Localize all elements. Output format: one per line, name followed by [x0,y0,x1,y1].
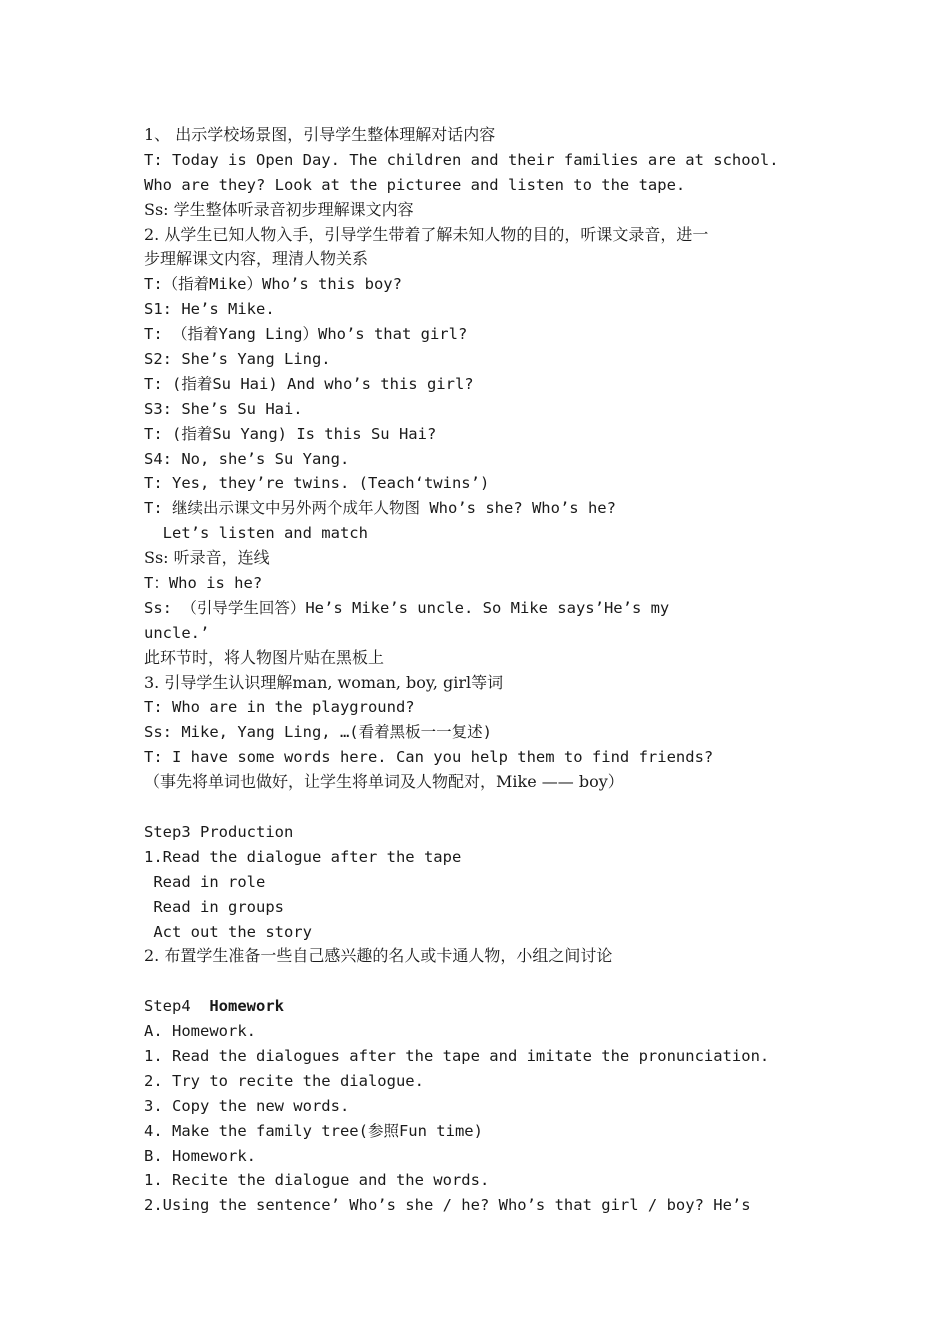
text-line: Who are they? Look at the picturee and listen to the tape. [144,175,686,194]
text-line: T: Yes, they’re twins. (Teach‘twins’) [144,474,490,493]
text-line: 此环节时，将人物图片贴在黑板上 [144,647,385,667]
text-line: 2. 从学生已知人物入手，引导学生带着了解未知人物的目的，听课文录音，进一 [144,224,709,244]
text-line: 1. Read the dialogues after the tape and imitate the pronunciation. [144,1046,770,1065]
text-line: 2. Try to recite the dialogue. [144,1071,424,1090]
text-line: T: Today is Open Day. The children and their families are at school. [144,150,779,169]
text-line: T: Who are in the playground? [144,698,415,717]
text-line: T: (指着Su Yang) Is this Su Hai? [144,424,437,443]
text-line: A. Homework. [144,1022,256,1041]
text-line: 3. 引导学生认识理解man, woman, boy, girl等词 [144,672,504,692]
text-line: S3: She’s Su Hai. [144,399,303,418]
text-line: 3. Copy the new words. [144,1096,350,1115]
text-line: 2.Using the sentence’ Who’s she / he? Who’s that girl / boy? He’s [144,1196,751,1215]
text-line: S1: He’s Mike. [144,300,275,319]
section-heading-step3: Step3 Production [144,822,294,841]
step4-label: Step4 [144,997,210,1016]
text-line: T: 继续出示课文中另外两个成年人物图 Who’s she? Who’s he? [144,499,616,518]
text-line: 1.Read the dialogue after the tape [144,847,462,866]
text-line: Ss: 听录音，连线 [144,548,270,568]
text-line: Read in role [144,872,266,891]
text-line: 1、 出示学校场景图，引导学生整体理解对话内容 [144,125,496,144]
blank-line [144,969,812,994]
text-line: 4. Make the family tree(参照Fun time) [144,1121,483,1140]
text-line: 2. 布置学生准备一些自己感兴趣的名人或卡通人物，小组之间讨论 [144,946,613,966]
text-line: T: （指着Yang Ling）Who’s that girl? [144,325,468,344]
text-line: T:（指着Mike）Who’s this boy? [144,275,402,294]
step4-bold-title: Homework [209,997,284,1016]
text-line: 1. Recite the dialogue and the words. [144,1171,490,1190]
text-line: Ss: Mike, Yang Ling, …(看着黑板一一复述) [144,723,492,742]
text-line: Act out the story [144,922,312,941]
text-line: T: (指着Su Hai) And who’s this girl? [144,374,474,393]
text-line: Ss: 学生整体听录音初步理解课文内容 [144,199,414,219]
text-line: B. Homework. [144,1146,256,1165]
text-line: S2: She’s Yang Ling. [144,350,331,369]
text-line: Let’s listen and match [144,524,368,543]
document-page [144,123,812,1218]
text-line: uncle.’ [144,623,210,642]
text-line: 步理解课文内容，理清人物关系 [144,249,369,269]
blank-line [144,795,812,820]
text-line: Ss: （引导学生回答）He’s Mike’s uncle. So Mike says’He’s my [144,598,670,617]
text-line: （事先将单词也做好，让学生将单词及人物配对，Mike —— boy） [144,772,624,792]
text-line: T: I have some words here. Can you help them to find friends? [144,748,714,767]
text-line: S4: No, she’s Su Yang. [144,449,350,468]
text-line: T：Who is he? [144,574,263,593]
section-heading-step4 [144,994,812,1019]
text-line: Read in groups [144,897,284,916]
